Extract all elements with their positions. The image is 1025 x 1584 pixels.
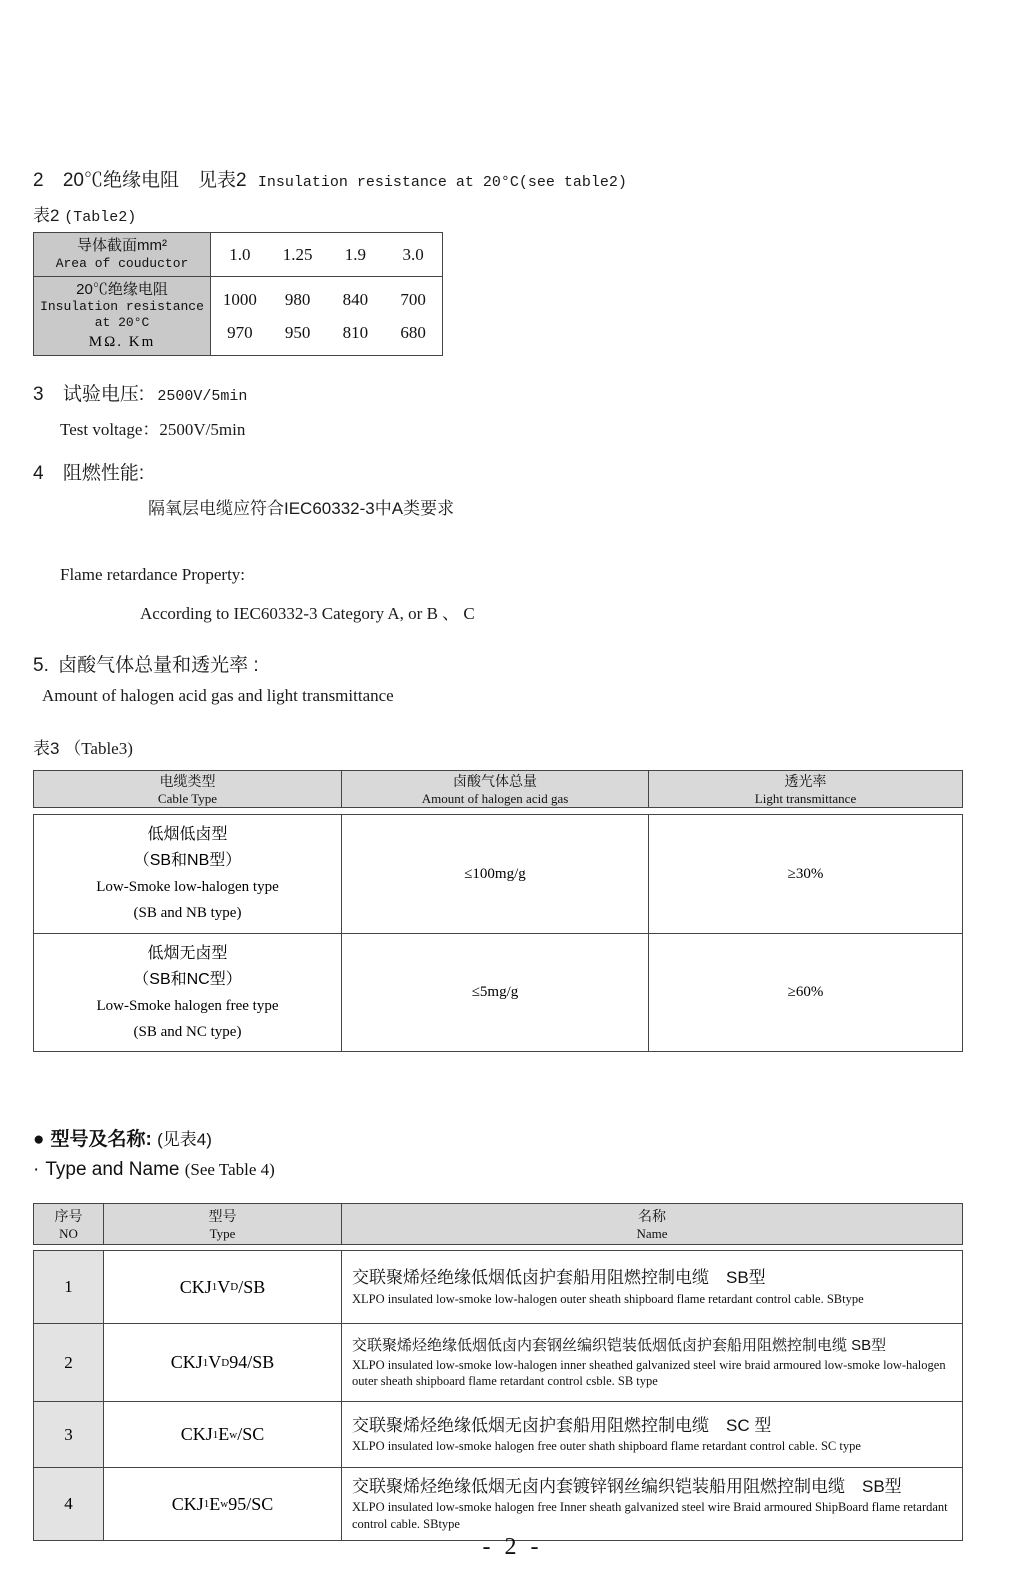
- area-value: 1.0: [229, 244, 251, 264]
- row-number-cell: 1: [34, 1251, 104, 1323]
- resistance-label-en2: at 20°C: [94, 314, 150, 330]
- resistance-value: 810: [342, 322, 369, 342]
- cable-type-line: （SB和NC型）: [133, 970, 242, 988]
- resistance-value: 840: [342, 289, 369, 309]
- section-3-title-cn: 试验电压:: [62, 384, 145, 405]
- gas-amount-cell: ≤5mg/g: [342, 934, 649, 1051]
- section-4-title-cn: 阻燃性能:: [62, 463, 145, 484]
- type-code-part: /SB: [238, 1276, 266, 1297]
- table4-header-no: [34, 1204, 104, 1244]
- cable-type-line: (SB and NB type): [133, 905, 242, 921]
- light-transmittance-cell: ≥60%: [787, 984, 824, 1000]
- type-code-part: V: [217, 1276, 231, 1297]
- header-cn: 电缆类型: [159, 773, 216, 789]
- cable-name-cell: [342, 1324, 962, 1401]
- section-2-title-en: Insulation resistance at 20°C(see table2): [257, 174, 627, 191]
- header-cn: 序号: [54, 1208, 83, 1224]
- header-cn: 透光率: [784, 773, 827, 789]
- type-code-sub: 1: [212, 1428, 219, 1441]
- cable-name-cell: [342, 1468, 962, 1540]
- resistance-unit: MΩ. Km: [88, 334, 156, 351]
- table2-label-en: (Table2): [64, 209, 137, 226]
- resistance-value-row-a: [211, 290, 442, 310]
- cable-name-cn: 交联聚烯烃绝缘低烟低卤内套钢丝编织铠装低烟低卤护套船用阻燃控制电缆 SB型: [352, 1336, 887, 1354]
- section-4-number: 4: [33, 463, 44, 484]
- header-en: Cable Type: [157, 791, 218, 806]
- cable-name-en: XLPO insulated low-smoke low-halogen inner sheathed galvanized steel wire braid armoured low-smoke low-halogen outer sheath shipboard flame retardant control csble. SB type: [352, 1357, 946, 1389]
- type-code-sub: w: [229, 1428, 238, 1441]
- type-code-sub: D: [230, 1281, 239, 1293]
- section-5-heading: [33, 650, 965, 677]
- cable-type-cell: [34, 815, 342, 933]
- header-en: NO: [59, 1226, 78, 1241]
- area-value: 3.0: [402, 244, 424, 264]
- cable-name-cn: 交联聚烯烃绝缘低烟低卤护套船用阻燃控制电缆 SB型: [352, 1268, 766, 1288]
- type-name-ref-cn: (见表4): [157, 1130, 212, 1149]
- resistance-value: 700: [400, 289, 426, 309]
- light-transmittance-cell: ≥30%: [787, 865, 824, 882]
- type-name-heading-cn: [33, 1124, 965, 1151]
- type-code-cell: [104, 1324, 342, 1401]
- section-2-heading: [33, 165, 965, 192]
- cable-type-line: Low-Smoke low-halogen type: [96, 879, 279, 895]
- table2-conductor-area-label: [34, 233, 211, 276]
- table3-header: [33, 770, 963, 808]
- cable-name-en: XLPO insulated low-smoke halogen free Inner sheath galvanized steel wire Braid armoured ShipBoard flame retardant control cable. SBtype: [352, 1500, 948, 1532]
- table-row: [34, 933, 962, 1051]
- header-cn: 名称: [638, 1208, 666, 1224]
- cable-name-cell: [342, 1251, 962, 1323]
- according-line: According to IEC60332-3 Category A, or B 、 C: [140, 604, 475, 623]
- cable-type-line: 低烟低卤型: [147, 826, 228, 843]
- cable-type-line: （SB和NB型）: [133, 852, 242, 869]
- conductor-area-label-cn: 导体截面mm²: [77, 237, 167, 255]
- type-code-sub: 1: [202, 1356, 209, 1369]
- section-4-body-cn: 隔氧层电缆应符合IEC60332-3中A类要求: [148, 499, 455, 518]
- table-row: [34, 1401, 962, 1467]
- table2-row-conductor-area: [34, 233, 442, 277]
- table3-header-gas: [342, 771, 649, 807]
- table4-header: [33, 1203, 963, 1245]
- type-code-sub: 1: [203, 1498, 210, 1510]
- row-number-cell: 4: [34, 1468, 104, 1540]
- table3-label-cn: 表3: [33, 739, 60, 758]
- table4-header-name: [342, 1204, 962, 1244]
- cable-type-line: 低烟无卤型: [147, 944, 228, 962]
- table4-header-type: [104, 1204, 342, 1244]
- type-code-cell: [104, 1251, 342, 1323]
- type-code-part: CKJ: [180, 1424, 213, 1444]
- resistance-value-row-b: [211, 323, 442, 343]
- section-4-heading: [33, 458, 965, 485]
- type-name-title-cn: 型号及名称:: [50, 1129, 152, 1150]
- section-2-number: 2: [33, 170, 44, 191]
- header-en: Type: [209, 1226, 236, 1241]
- table-row: [34, 815, 962, 933]
- table2-resistance-label: [34, 277, 211, 355]
- cable-name-cell: [342, 1402, 962, 1467]
- table-row: [34, 1323, 962, 1401]
- type-name-heading-en: [33, 1159, 965, 1181]
- table3-label: [33, 734, 965, 759]
- section-2-title-cn: 20℃绝缘电阻 见表2: [62, 170, 247, 191]
- table3-header-cable-type: [34, 771, 342, 807]
- section-5-title-cn: 卤酸气体总量和透光率 :: [58, 655, 259, 676]
- section-3-value: 2500V/5min: [157, 388, 248, 405]
- area-value: 1.25: [282, 244, 313, 264]
- resistance-value: 980: [284, 289, 311, 309]
- resistance-label-cn: 20℃绝缘电阻: [76, 280, 168, 298]
- header-cn: 卤酸气体总量: [453, 773, 537, 789]
- type-code-sub: 1: [211, 1281, 218, 1293]
- table3-header-light: [649, 771, 962, 807]
- section-3-heading: [33, 379, 965, 406]
- row-number-cell: 2: [34, 1324, 104, 1401]
- section-5-english: Amount of halogen acid gas and light transmittance: [42, 686, 394, 705]
- type-code-part: CKJ: [170, 1352, 203, 1372]
- cable-name-en: XLPO insulated low-smoke halogen free outer shath shipboard flame retardant control cable. SC type: [352, 1439, 861, 1454]
- flame-retardance-line: Flame retardance Property:: [60, 565, 246, 584]
- cable-name-en: XLPO insulated low-smoke low-halogen outer sheath shipboard flame retardant control cable. SBtype: [352, 1291, 864, 1306]
- type-code-part: 94/SB: [229, 1352, 275, 1372]
- resistance-values: [211, 277, 442, 355]
- table2-insulation-resistance: [33, 232, 443, 356]
- conductor-area-label-en: Area of couductor: [55, 256, 189, 272]
- table3-label-en: （Table3): [64, 739, 133, 758]
- table2-row-resistance: [34, 277, 442, 355]
- resistance-value: 970: [227, 322, 253, 342]
- resistance-value: 680: [400, 322, 426, 342]
- table2-label: [33, 201, 965, 226]
- type-code-part: CKJ: [179, 1276, 212, 1297]
- resistance-value: 950: [284, 322, 311, 342]
- type-code-part: V: [208, 1352, 222, 1372]
- header-cn: 型号: [208, 1208, 237, 1224]
- header-en: Name: [636, 1226, 668, 1241]
- conductor-area-value-row: [211, 245, 442, 265]
- cable-type-line: Low-Smoke halogen free type: [96, 997, 279, 1014]
- type-code-part: E: [218, 1424, 230, 1444]
- cable-type-cell: [34, 934, 342, 1051]
- area-value: 1.9: [344, 244, 366, 264]
- table4-body: [33, 1250, 963, 1541]
- bullet-icon: ●: [33, 1129, 45, 1150]
- type-code-part: 95/SC: [228, 1493, 274, 1514]
- gas-amount-cell: ≤100mg/g: [342, 815, 649, 933]
- table-row: [34, 1251, 962, 1323]
- resistance-label-en1: Insulation resistance: [40, 299, 204, 315]
- cable-name-cn: 交联聚烯烃绝缘低烟无卤护套船用阻燃控制电缆 SC 型: [352, 1415, 772, 1435]
- cable-type-line: (SB and NC type): [133, 1023, 242, 1040]
- table-row: [34, 1467, 962, 1540]
- type-code-sub: D: [221, 1356, 230, 1369]
- table3-body: [33, 814, 963, 1052]
- section-3-number: 3: [33, 384, 44, 405]
- type-code-sub: w: [220, 1498, 229, 1510]
- page-number: - 2 -: [482, 1534, 543, 1560]
- type-code-part: CKJ: [171, 1493, 204, 1514]
- table2-label-cn: 表2: [33, 206, 60, 225]
- type-code-part: E: [209, 1493, 221, 1514]
- section-3-english: Test voltage：2500V/5min: [60, 420, 246, 439]
- type-name-title-en: Type and Name: [45, 1159, 180, 1180]
- type-code-cell: [104, 1468, 342, 1540]
- type-code-cell: [104, 1402, 342, 1467]
- section-5-number: 5.: [33, 655, 49, 676]
- header-en: Light transmittance: [754, 791, 857, 806]
- header-en: Amount of halogen acid gas: [421, 791, 569, 806]
- conductor-area-values: [211, 233, 442, 276]
- type-name-ref-en: (See Table 4): [184, 1160, 275, 1179]
- cable-name-cn: 交联聚烯烃绝缘低烟无卤内套镀锌钢丝编织铠装船用阻燃控制电缆 SB型: [352, 1476, 902, 1496]
- type-code-part: /SC: [237, 1424, 265, 1444]
- resistance-value: 1000: [222, 289, 257, 309]
- row-number-cell: 3: [34, 1402, 104, 1467]
- dot-bullet-icon: ·: [33, 1159, 40, 1180]
